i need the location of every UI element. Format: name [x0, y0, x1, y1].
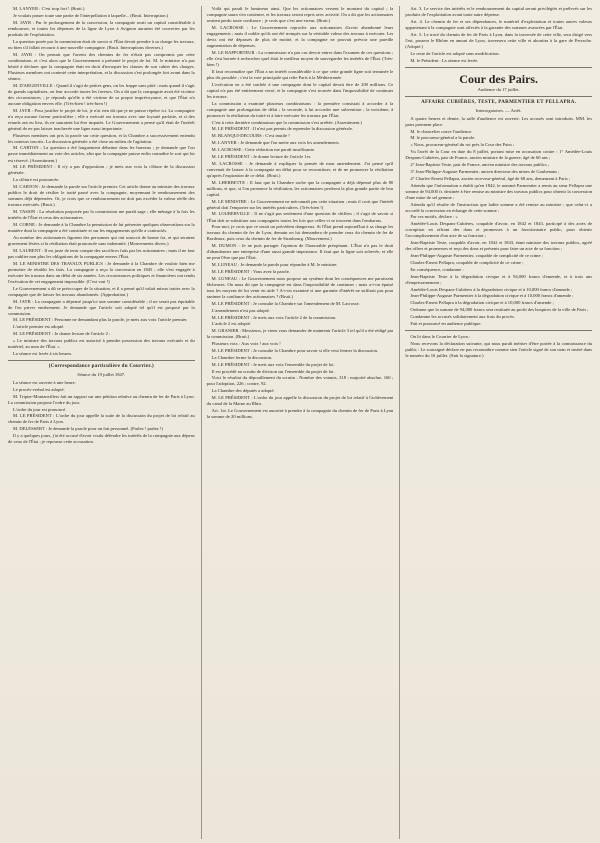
column-2-paragraphs	[207, 6, 394, 420]
paragraph: M. LE PRÉSIDENT : Je mets aux voix l'ensemble du projet de loi.	[211, 361, 335, 367]
paragraph: « Le ministre des travaux publics est autorisé à prendre possession des travaux exécutés et du matériel, au nom de l'État. »	[8, 337, 195, 350]
column-2	[201, 6, 394, 839]
paragraph: La clôture est prononcée.	[13, 177, 60, 183]
paragraph: M. LANYER : Je demande que l'on mette aux voix les amendements.	[211, 140, 340, 146]
columns	[8, 6, 592, 839]
paragraph: Charles-Ernest Pellapra à la dégradation civique et à 10,000 francs d'amende ;	[410, 300, 554, 306]
paragraph: Jean-Baptiste Teste, coupable d'avoir, en 1842 et 1843, étant ministre des travaux publics, agréé des offres et promesses et reçu des dons et présents pour faire un acte de sa fonction ;	[405, 240, 593, 252]
paragraph: M. LE PRÉSIDENT : Je donne lecture de l'article 1er.	[211, 153, 312, 159]
paragraph: M. CARTON : La question a été longuement débattue dans les bureaux ; je demande que l'on passe immédiatement au vote des articles, afin que la compagnie puisse enfin connaître le sort qui lui est réservé. (Assentiment.)	[8, 145, 195, 163]
paragraph: L'exécution en a été confiée à une compagnie dont le capital devait être de 200 millions. Ce capital n'a pas été entièrement versé, et la compagnie s'est trouvée dans l'impossibilité de continuer les travaux.	[206, 81, 394, 99]
paragraph: Je voulais passer toute une partie de l'interpellation à laquelle... (Bruit. Interruption.)	[13, 12, 169, 18]
paragraph: M. LE PRÉSIDENT : Je consulte la Chambre sur l'amendement de M. Lacrosse.	[211, 300, 360, 306]
section-header: (Correspondance particulière du Courrier.)	[48, 363, 154, 369]
paragraph: M. LE PRÉSIDENT : Il n'y a pas d'opposition ; je mets aux voix la clôture de la discussion générale.	[8, 164, 195, 176]
paragraph: M. le procureur-général a la parole.	[410, 135, 476, 141]
paragraph: M. JAYR : Pour justifier le projet de loi, je n'ai rien dit que je ne puisse répéter ici. La compagnie n'a reçu aucune faveur particulière ; elle a exécuté ses travaux avec une loyauté parfaite, et si des retards ont eu lieu, ils ne sauraient lui être imputés. Le Gouvernement a pensé qu'il était de l'intérêt général de ne pas laisser inachevée une ligne aussi importante.	[8, 107, 195, 131]
paragraph: M. LE MINISTRE DES TRAVAUX PUBLICS : Je demande à la Chambre de vouloir bien me permettre de rétablir les faits. La compagnie a reçu la concession en 1845 ; elle s'est engagée à exécuter les travaux dans un délai de six années. Les circonstances politiques et financières ont rendu l'exécution de cet engagement impossible. (C'est vrai !)	[8, 260, 195, 284]
divider	[405, 96, 592, 97]
paragraph: M. LUNEAU : Je demande la parole pour répondre à M. le ministre.	[211, 262, 338, 268]
paragraph: Plusieurs membres ont pris la parole sur cette question, et la Chambre a successivement entendu les orateurs inscrits. La discussion générale a été close au milieu de l'agitation.	[8, 132, 195, 144]
paragraph: Art. 5. Le tracé du chemin de fer de Paris à Lyon, dans la traversée de cette ville, sera dirigé vers l'est, passera le Rhône en amont de Lyon, traversera cette ville et aboutira à la gare de Perrache. (Adopté.)	[405, 31, 593, 49]
paragraph: Charles-Ernest Pellapra, coupable de complicité de ce crime ;	[410, 259, 524, 265]
divider	[405, 67, 592, 68]
paragraph: A quatre heures et demie, la salle d'audience est ouverte. Les accusés sont introduits. MM. les pairs prennent place.	[405, 115, 593, 127]
paragraph: 2° Jean-Baptiste Teste, pair de France, ancien ministre des travaux publics ;	[410, 162, 550, 168]
paragraph: M. LUNEAU : Le Gouvernement nous propose un système dont les conséquences me paraissent fâcheuses. On nous dit que la compagnie est dans l'impossibilité de continuer ; mais a-t-on épuisé tous les moyens de lui venir en aide ? A-t-on examiné si une garantie d'intérêt ne suffirait pas pour ranimer la confiance des actionnaires ? (Bruit.)	[206, 275, 394, 300]
paragraph: Le procès-verbal est adopté.	[13, 386, 65, 392]
paragraph: La commission a examiné plusieurs combinaisons : la première consistait à accorder à la compagnie une prolongation de délai ; la seconde, à lui accorder une subvention ; la troisième, à prononcer la résiliation du traité et à faire exécuter les travaux par l'État.	[206, 100, 394, 118]
paragraph: Art. 1er. Le Gouvernement est autorisé à prendre à la compagnie du chemin de fer de Paris à Lyon la somme de 20 millions.	[206, 408, 394, 420]
paragraph: M. LE PRÉSIDENT : Je consulte la Chambre pour savoir si elle veut fermer la discussion.	[211, 348, 379, 353]
paragraph: L'amendement n'est pas adopté.	[211, 307, 270, 313]
paragraph: 3° Jean-Philippe-Auguste Parmentier, ancien directeur des mines de Gouhenans ;	[410, 168, 560, 174]
court-sub: Audience du 17 juillet.	[477, 86, 520, 92]
paragraph: La Chambre des députés a adopté.	[211, 388, 275, 394]
paragraph: M. JAYR : On pensait que l'avenir des chemins de fer n'était pas compromis par cette combinaison, et c'est alors que le Gouvernement a présenté le projet de loi. M. le ministre n'a pas hésité à déclarer que la compagnie était en droit d'invoquer les clauses de son cahier des charges. Plusieurs membres ont contesté cette interprétation, et la discussion s'est prolongée fort avant dans la séance.	[8, 51, 195, 81]
paragraph: La séance est ouverte à une heure.	[13, 380, 76, 385]
paragraph: M. LAURENT : Il est juste de tenir compte des sacrifices faits par les actionnaires ; mais il ne faut pas oublier non plus les obligations de la compagnie envers l'État.	[8, 247, 195, 259]
paragraph: Art. 3. Le service des intérêts et le remboursement du capital seront privilégiés et prélevés sur les produits de l'exploitation avant toute autre dépense.	[405, 6, 593, 18]
paragraph: Le Gouvernement a dû se préoccuper de la situation, et il a pensé qu'il valait mieux traiter avec la compagnie que de laisser les travaux abandonnés. (Approbation.)	[8, 285, 195, 297]
paragraph: M. LE PRÉSIDENT : L'ordre du jour appelle la suite de la discussion du projet de loi relatif au chemin de fer de Paris à Lyon.	[8, 413, 195, 425]
divider	[405, 330, 592, 331]
court-subheading: Interrogatoires. — Arrêt.	[475, 107, 522, 113]
paragraph: Amédée-Louis Despans-Cubières, coupable d'avoir, en 1842 et 1843, participé à des actes de corruption en offrant des dons et promesses à un fonctionnaire public, pour obtenir l'accomplissement d'un acte de sa fonction ;	[405, 221, 593, 239]
paragraph: Le reste de l'article est adopté sans modification.	[410, 50, 500, 56]
paragraph: M. CORNE : Je demande à la Chambre la permission de lui présenter quelques observations sur la manière dont la compagnie a été constituée et sur les engagements qu'elle a contractés.	[8, 221, 195, 233]
paragraph: M. D'ARGENVILLE : Quand il s'agit de petites gens, on les frappe sans pitié ; mais quand il s'agit de grands capitalistes, on leur accorde toutes les faveurs. On a dit que la compagnie avait été victime des circonstances ; je réponds qu'elle a été victime de sa propre imprévoyance, et que l'État n'a aucune obligation envers elle. (Très-bien ! très-bien !)	[8, 82, 195, 106]
court-heading: AFFAIRE CUBIÈRES, TESTE, PARMENTIER ET PELLAPRA.	[421, 99, 577, 105]
paragraph: M. DUMON : Je ne puis partager l'opinion de l'honorable préopinant. L'État n'a pas le droit d'abandonner une entreprise d'une aussi grande importance. Il faut que la ligne soit achevée, et elle ne peut l'être que par l'État.	[206, 243, 394, 261]
paragraph: M. DELESSERT : Je demande la parole pour un fait personnel. (Parlez ! parlez !)	[13, 426, 163, 432]
paragraph: M. TASSIN : La résolution proposée par la commission me paraît sage ; elle ménage à la fois les intérêts de l'État et ceux des actionnaires.	[8, 209, 195, 221]
paragraph: Jean-Baptiste Teste à la dégradation civique et à 94,000 francs d'amende, et à trois ans d'emprisonnement ;	[405, 273, 593, 285]
paragraph: M. LE PRÉSIDENT : Vous avez la parole.	[211, 269, 290, 275]
paragraph: Attendu qu'il résulte de l'instruction que ladite somme a été remise au ministre ; que celui-ci a accordé la concession en échange de cette somme ;	[405, 201, 593, 213]
paragraph: La question posée par la commission était de savoir si l'État devait prendre à sa charge les travaux, ou bien s'il fallait recourir à une nouvelle compagnie. (Bruit. Interruptions diverses.)	[8, 38, 195, 50]
column-3	[399, 6, 592, 839]
paragraph: Voici le résultat du dépouillement du scrutin : Nombre des votants, 318 ; majorité absolue, 160 ; pour l'adoption, 226 ; contre, 92.	[206, 375, 394, 387]
paragraph: En conséquence, condamne :	[410, 266, 464, 272]
paragraph: Jean-Philippe-Auguste Parmentier, coupable de complicité de ce crime ;	[410, 253, 543, 259]
paragraph: M. LACROSSE : Cette rédaction me paraît insuffisante.	[211, 147, 316, 152]
paragraph: M. LACROSSE : Je demande à expliquer la pensée de mon amendement. J'ai pensé qu'il convenait de laisser à la compagnie un délai pour se reconstituer, et de ne prononcer la résiliation qu'après l'expiration de ce délai. (Bruit.)	[206, 160, 394, 178]
paragraph: Pour moi, je crois que ce serait un précédent dangereux. Si l'État prend aujourd'hui à sa charge les travaux du chemin de fer de Lyon, demain on lui demandera de prendre ceux du chemin de fer de Bordeaux, puis ceux du chemin de fer de Strasbourg. (Mouvement.)	[206, 224, 394, 242]
paragraph: M. CARTON : Je demande la parole sur l'article premier. Cet article donne au ministre des travaux publics le droit de résilier le traité passé avec la compagnie, moyennant le remboursement des sommes déjà dépensées. Or, je crois que ce remboursement ne doit pas excéder la valeur réelle des travaux exécutés. (Bruit.)	[8, 184, 195, 208]
paragraph: Condamne les accusés solidairement aux frais du procès.	[410, 313, 515, 319]
court-paragraphs	[405, 116, 592, 327]
column-3-bottom-paragraphs	[405, 334, 592, 359]
paragraph: Attendu que l'information a établi qu'en 1842, le nommé Parmentier a remis au sieur Pellapra une somme de 94,000 fr. destinée à être remise au ministre des travaux publics pour obtenir la concession d'une mine de sel gemme ;	[405, 182, 593, 200]
paragraph: M. LE PRÉSIDENT : L'ordre du jour appelle la discussion du projet de loi relatif à l'achèvement du canal de la Marne au Rhin.	[206, 395, 394, 407]
paragraph: M. LE PRÉSIDENT : Je mets aux voix l'article 2 de la commission.	[211, 314, 337, 320]
paragraph: M. LOUBERVILLE : Il ne s'agit pas seulement d'une question de chiffres ; il s'agit de savoir si l'État doit se substituer aux compagnies toutes les fois que celles-ci se trouvent dans l'embarras.	[206, 211, 394, 223]
paragraph: M. BLANQUI-DECOURS : C'est inutile !	[211, 133, 290, 139]
paragraph: M. LE PRÉSIDENT : Il n'est pas permis de reprendre la discussion générale.	[211, 126, 354, 132]
paragraph: M. LACROSSE : Le Gouvernement reproche aux actionnaires d'avoir abandonné leurs engagements ; mais il oublie qu'ils ont été trompés sur la véritable valeur des travaux à exécuter. Les devis ont été dépassés de plus de moitié, et la compagnie ne pouvait prévoir une pareille augmentation de dépenses.	[206, 24, 394, 49]
paragraph: Par ces motifs, déclare : »	[410, 214, 458, 220]
paragraph: Vu l'arrêt de la Cour en date du 8 juillet, portant mise en accusation contre : 1° Amédée-Louis Despans-Cubières, pair de France, ancien ministre de la guerre, âgé de 60 ans ;	[405, 149, 593, 161]
paragraph: Art. 4. Le chemin de fer et ses dépendances, le matériel d'exploitation et toutes autres valeurs appartenant à la compagnie sont affectés à la garantie des sommes avancées par l'État.	[405, 18, 593, 30]
column-1-paragraphs	[8, 6, 195, 357]
paragraph: M. LE PRÉSIDENT : Personne ne demandant plus la parole, je mets aux voix l'article premier.	[13, 317, 188, 323]
paragraph: « Nous, procureur-général du roi près la Cour des Pairs ;	[410, 142, 515, 148]
divider	[8, 360, 195, 361]
paragraph: La Chambre ferme la discussion.	[211, 354, 273, 360]
paragraph: C'est à cette dernière combinaison que la commission s'est arrêtée. (Assentiment.)	[211, 119, 363, 125]
paragraph: On lit dans le Courrier de Lyon :	[410, 333, 471, 339]
paragraph: L'ordre du jour est prononcé.	[13, 406, 67, 412]
paragraph: Au nombre des actionnaires figurent des personnes qui ont souscrit de bonne foi, et qui seraient gravement lésées si la résiliation était prononcée sans indemnité. (Mouvements divers.)	[8, 234, 195, 246]
paragraph: Jean-Philippe-Auguste Parmentier à la dégradation civique et à 10,000 francs d'amende ;	[410, 293, 574, 299]
paragraph: Plusieurs voix : Aux voix ! aux voix !	[211, 341, 281, 347]
paragraph: M. LE PRÉSIDENT : Je donne lecture de l'article 2 :	[13, 331, 111, 337]
paragraph: M. GRANIER : Messieurs, je viens vous demander de maintenir l'article 3 tel qu'il a été rédigé par la commission. (Bruit.)	[206, 328, 394, 340]
paragraph: M. Tripier-Montanvillers fait un rapport sur une pétition relative au chemin de fer de Paris à Lyon. La commission propose l'ordre du jour.	[8, 393, 195, 405]
paragraph: Fait et prononcé en audience publique.	[410, 320, 482, 326]
paragraph: Nous recevons la déclaration suivante, qui nous paraît mériter d'être portée à la connaissance du public : Le soussigné déclare ne pas reconnaître comme sien l'article signé de son nom et inséré dans le numéro du 16 juillet. (Suit la signature.)	[405, 340, 593, 358]
paragraph: M. le Président : La séance est levée.	[410, 57, 479, 63]
section-sub: Séance du 19 juillet 1847.	[77, 371, 126, 377]
paragraph: L'article premier est adopté.	[13, 324, 65, 330]
paragraph: La séance est levée à six heures.	[13, 350, 73, 356]
paragraph: Il est procédé au scrutin de division sur l'ensemble du projet de loi.	[211, 368, 335, 374]
paragraph: M. LHERBETTE : Il faut que la Chambre sache que la compagnie a déjà dépensé plus de 80 millions, et que, si l'on prononce la résiliation, les actionnaires perdront la plus grande partie de leur capital.	[206, 179, 394, 197]
paragraph: M. LANYER : C'est trop fort ! (Bruit.)	[13, 6, 85, 11]
paragraph: Il faut reconnaître que l'État a un intérêt considérable à ce que cette grande ligne soit terminée le plus tôt possible ; c'est la voie principale qui relie Paris à la Méditerranée.	[206, 68, 394, 80]
column-3-top-paragraphs	[405, 6, 592, 64]
paragraph: Il y a quelques jours, j'ai été accusé d'avoir voulu défendre les intérêts de la compagnie aux dépens de ceux de l'État ; je repousse cette accusation.	[8, 433, 195, 445]
paragraph: Amédée-Louis Despans-Cubières à la dégradation civique et à 10,000 francs d'amende ;	[410, 286, 573, 292]
paragraph: M. JAYR : La compagnie a dépensé jusqu'ici une somme considérable ; il ne serait pas équitable de l'en priver entièrement. Je demande que l'article soit adopté tel qu'il est proposé par la commission.	[8, 298, 195, 316]
paragraph: L'article 2 est adopté.	[211, 321, 252, 327]
court-title: Cour des Pairs.	[459, 71, 539, 86]
paragraph: Ordonne que la somme de 94,000 francs sera restituée au profit des hospices de la ville de Paris ;	[410, 307, 589, 313]
paragraph: 4° Charles-Ernest Pellapra, ancien receveur-général, âgé de 68 ans, demeurant à Paris ;	[410, 175, 571, 181]
paragraph: M. LE MINISTRE : Le Gouvernement ne méconnaît pas cette situation ; mais il croit que l'intérêt général doit l'emporter sur les intérêts particuliers. (Très-bien !)	[206, 198, 394, 210]
paragraph: M. LE RAPPORTEUR : La commission n'a pas cru devoir entrer dans l'examen de ces questions ; elle s'est bornée à rechercher quel était le meilleur moyen de sauvegarder les intérêts de l'État. (Très-bien !)	[206, 49, 394, 68]
paragraph: M. le chancelier ouvre l'audience.	[410, 128, 473, 134]
column-1	[8, 6, 195, 839]
paragraph: M. JAYR : Par le prolongement de la concession, la compagnie avait un capital considérable à rembourser, et toutes les dépenses de la ligne de Lyon à Avignon auraient été couvertes par les produits de l'exploitation.	[8, 19, 195, 37]
column-1-paragraphs-after	[8, 380, 195, 445]
paragraph: Voilà qui paraît le lumineux ainsi. Que les actionnaires versent le montant du capital ; la compagnie saura s'en contenter, et les travaux seront repris avec activité. On a dit que les actionnaires avaient perdu toute confiance ; je crois que c'est une erreur. (Bruit.)	[206, 6, 394, 24]
